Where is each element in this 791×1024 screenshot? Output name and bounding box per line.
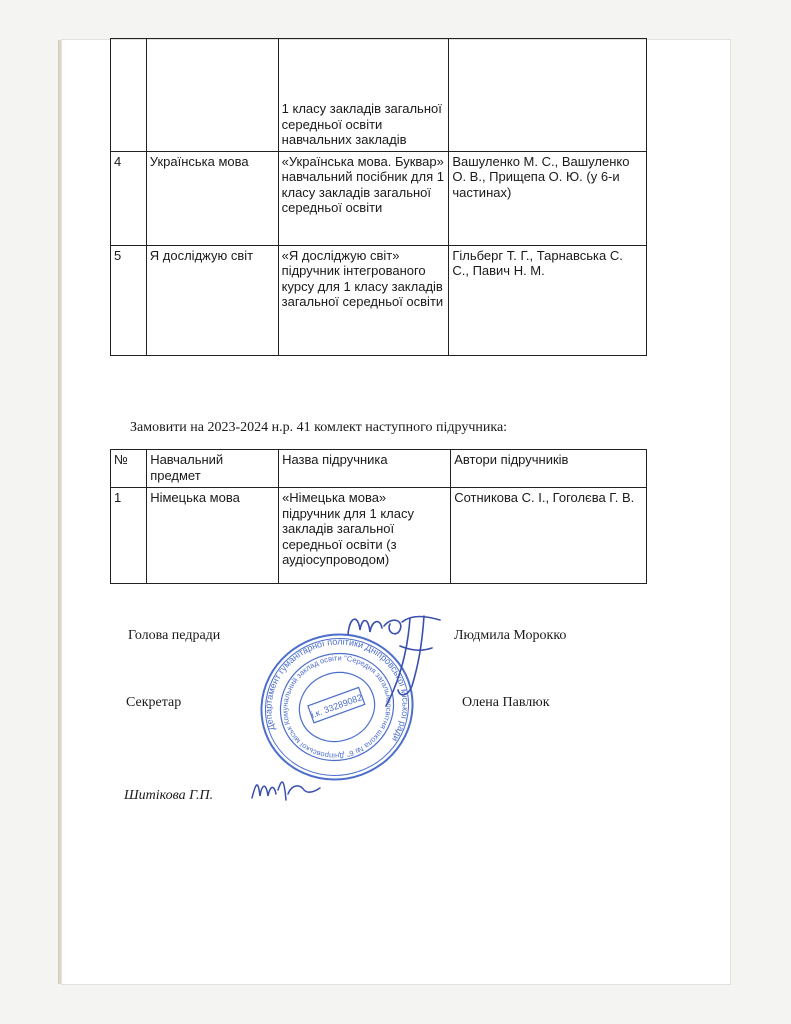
cell-authors (449, 39, 647, 152)
executor-signature-mark (248, 772, 324, 806)
cell-title: «Німецька мова» підручник для 1 класу закладів загальної середньої освіти (з аудіосупроводом) (279, 488, 451, 584)
stamp-inner-text: Комунальний заклад освіти "Середня загальноосвітня школа № 6" Дніпровської міської (280, 653, 394, 761)
order-statement: Замовити на 2023-2024 н.р. 41 комлект наступного підручника: (130, 420, 508, 435)
table-row (111, 245, 647, 355)
executor-name: Шитікова Г.П. (124, 788, 214, 803)
table-header-row (111, 450, 647, 488)
cell-title: «Українська мова. Буквар» навчальний посібник для 1 класу закладів загальної середньої освіти (278, 151, 449, 245)
textbook-order-table (110, 449, 647, 584)
header-number: № (111, 450, 147, 488)
header-subject: Навчальний предмет (147, 450, 279, 488)
cell-number: 4 (111, 151, 147, 245)
table-row (111, 39, 647, 152)
secretary-name: Олена Павлюк (462, 695, 550, 710)
chair-name: Людмила Морокко (454, 628, 567, 643)
table-row (111, 488, 647, 584)
cell-authors: Вашуленко М. С., Вашуленко О. В., Прищепа О. Ю. (у 6-и частинах) (449, 151, 647, 245)
cell-title: «Я досліджую світ» підручник інтегрованого курсу для 1 класу закладів загальної середньої освіти (278, 245, 449, 355)
cell-number: 1 (111, 488, 147, 584)
chair-role: Голова педради (128, 628, 221, 643)
cell-subject: Українська мова (146, 151, 278, 245)
cell-subject (146, 39, 278, 152)
stamp-code: і.к. 33289082 (309, 692, 364, 720)
cell-title: 1 класу закладів загальної середньої освіти навчальних закладів (278, 39, 449, 152)
cell-number: 5 (111, 245, 147, 355)
secretary-role: Секретар (126, 695, 182, 710)
cell-number (111, 39, 147, 152)
cell-authors: Сотникова С. І., Гоголєва Г. В. (451, 488, 647, 584)
cell-subject: Німецька мова (147, 488, 279, 584)
chair-signature-mark (340, 606, 450, 716)
cell-subject: Я досліджую світ (146, 245, 278, 355)
textbook-table-continued (110, 38, 647, 356)
header-title: Назва підручника (279, 450, 451, 488)
stamp-outer-text: Департамент гуманітарної політики Дніпровської міської ради (263, 636, 411, 744)
header-authors: Автори підручників (451, 450, 647, 488)
table-row (111, 151, 647, 245)
cell-authors: Гільберг Т. Г., Тарнавська С. С., Павич Н. М. (449, 245, 647, 355)
